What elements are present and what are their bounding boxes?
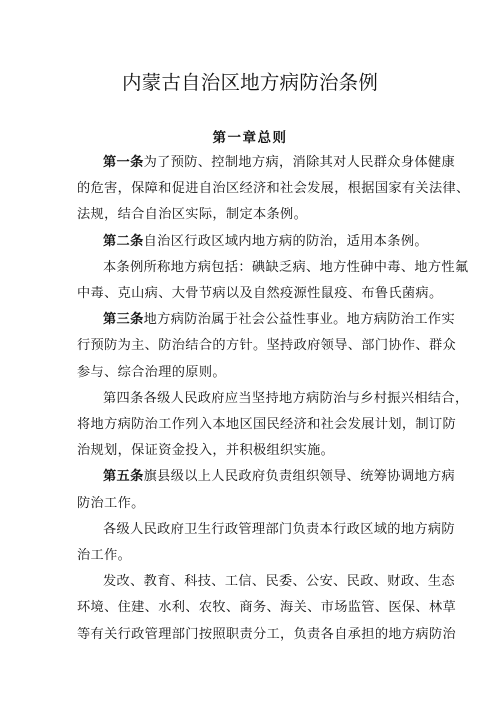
text-line bbox=[77, 543, 433, 569]
line-text: 为了预防、控制地方病，消除其对人民群众身体健康 bbox=[143, 155, 455, 170]
chapter-heading: 第一章总则 bbox=[212, 130, 288, 146]
line-text: 发改、教育、科技、工信、民委、公安、民政、财政、生态 bbox=[103, 574, 455, 590]
article-label: 第三条 bbox=[103, 312, 144, 328]
text-line bbox=[77, 176, 470, 202]
line-text: 的危害，保障和促进自治区经济和社会发展，根据国家有关法律、 bbox=[77, 181, 470, 197]
line-text: 参与、综合治理的原则。 bbox=[77, 364, 226, 380]
line-text: 将地方病防治工作列入本地区国民经济和社会发展计划，制订防 bbox=[77, 417, 457, 433]
text-line bbox=[103, 569, 455, 595]
text-line bbox=[103, 307, 455, 333]
text-line bbox=[77, 202, 433, 228]
line-text: 治工作。 bbox=[77, 548, 132, 564]
text-line bbox=[77, 595, 457, 621]
text-line bbox=[77, 360, 433, 386]
document-title: 内蒙古自治区地方病防治条例 bbox=[121, 71, 379, 94]
line-text: 本条例所称地方病包括：碘缺乏病、地方性砷中毒、地方性氟 bbox=[103, 259, 469, 275]
text-line bbox=[103, 517, 455, 543]
text-line bbox=[103, 229, 433, 255]
line-text: 法规，结合自治区实际，制定本条例。 bbox=[77, 207, 308, 223]
line-text: 自治区行政区域内地方病的防治，适用本条例。 bbox=[143, 233, 428, 249]
text-line bbox=[77, 412, 457, 438]
line-text: 各级人民政府卫生行政管理部门负责本行政区域的地方病防 bbox=[103, 521, 455, 537]
line-text: 等有关行政管理部门按照职责分工，负责各自承担的地方病防治 bbox=[77, 626, 457, 642]
article-label: 第五条 bbox=[103, 469, 144, 485]
line-text: 第四条各级人民政府应当坚持地方病防治与乡村振兴相结合， bbox=[103, 390, 469, 406]
regulation-body bbox=[77, 150, 470, 648]
line-text: 行预防为主、防治结合的方针。坚持政府领导、部门协作、群众 bbox=[77, 338, 457, 354]
line-text: 地方病防治属于社会公益性事业。地方病防治工作实 bbox=[143, 312, 455, 328]
line-text: 旗县级以上人民政府负责组织领导、统筹协调地方病 bbox=[143, 469, 455, 485]
line-text: 治规划，保证资金投入，并积极组织实施。 bbox=[77, 443, 335, 459]
text-line bbox=[77, 622, 457, 648]
article-label: 第二条 bbox=[103, 233, 144, 249]
text-line bbox=[103, 386, 469, 412]
text-line bbox=[77, 438, 433, 464]
line-text: 防治工作。 bbox=[77, 495, 145, 511]
text-line bbox=[103, 150, 455, 176]
line-text: 中毒、克山病、大骨节病以及自然疫源性鼠疫、布鲁氏菌病。 bbox=[77, 286, 443, 302]
article-label: 第一条 bbox=[103, 155, 144, 170]
text-line bbox=[103, 255, 469, 281]
text-line bbox=[103, 464, 455, 490]
text-line bbox=[77, 333, 457, 359]
text-line bbox=[77, 281, 443, 307]
line-text: 环境、住建、水利、农牧、商务、海关、市场监管、医保、林草 bbox=[77, 600, 457, 616]
text-line bbox=[77, 491, 433, 517]
